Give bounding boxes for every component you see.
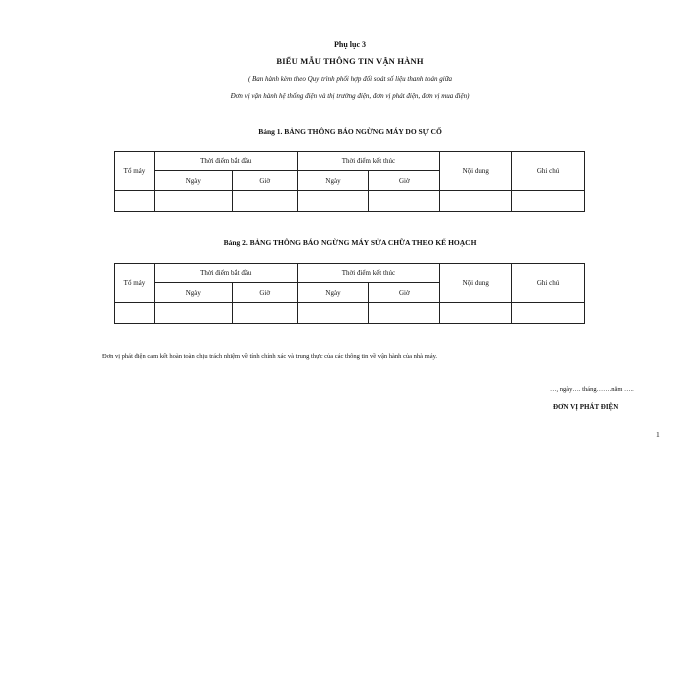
table1-header-start-time: Giờ [232,171,297,191]
table1-cell-unit[interactable] [115,191,155,212]
table2-header-start-date: Ngày [154,283,232,303]
table1-title: Bảng 1. BẢNG THÔNG BÁO NGỪNG MÁY DO SỰ CỐ [258,127,442,136]
table2-header-content: Nội dung [440,264,512,303]
table1-header-unit: Tổ máy [115,152,155,191]
table2-cell-end-time[interactable] [369,303,440,324]
table2-cell-start-time[interactable] [232,303,297,324]
page-number: 1 [656,430,660,439]
signer-label: ĐƠN VỊ PHÁT ĐIỆN [553,403,619,411]
commitment-statement: Đơn vị phát điện cam kết hoàn toàn chịu trách nhiệm về tính chính xác và trung thực của các thông tin về vận hành của nhà máy. [102,353,438,360]
table1-cell-end-date[interactable] [297,191,369,212]
table2-header-end-date: Ngày [297,283,369,303]
document-subtitle-line2: Đơn vị vận hành hệ thống điện và thị trường điện, đơn vị phát điện, đơn vị mua điện) [230,92,470,100]
table-row [115,303,585,324]
table1-header-end-time: Giờ [369,171,440,191]
table2-header-end-time: Giờ [369,283,440,303]
table1-header-end-date: Ngày [297,171,369,191]
table1-header-content: Nội dung [440,152,512,191]
table1-header-start: Thời điểm bắt đầu [154,152,297,171]
table2-cell-end-date[interactable] [297,303,369,324]
table2-header-note: Ghi chú [512,264,585,303]
table-row [115,191,585,212]
table2-cell-note[interactable] [512,303,585,324]
document-title: BIỂU MẪU THÔNG TIN VẬN HÀNH [276,56,424,66]
table1-header-start-date: Ngày [154,171,232,191]
table1-cell-content[interactable] [440,191,512,212]
table2-title: Bảng 2. BẢNG THÔNG BÁO NGỪNG MÁY SỬA CHỮA THEO KẾ HOẠCH [223,238,477,247]
table2-planned-outage [114,263,585,324]
date-line: …, ngày…. tháng…….năm ….. [550,386,634,393]
table2-header-end: Thời điểm kết thúc [297,264,440,283]
table2-header-unit: Tổ máy [115,264,155,303]
table1-cell-end-time[interactable] [369,191,440,212]
table2-cell-content[interactable] [440,303,512,324]
table1-incident-outage [114,151,585,212]
table1-cell-start-time[interactable] [232,191,297,212]
appendix-label: Phụ lục 3 [333,40,366,49]
table1-header-note: Ghi chú [512,152,585,191]
table1-cell-start-date[interactable] [154,191,232,212]
document-subtitle-line1: ( Ban hành kèm theo Quy trình phối hợp đối soát số liệu thanh toán giữa [247,75,453,83]
table1-header-end: Thời điểm kết thúc [297,152,440,171]
table2-cell-unit[interactable] [115,303,155,324]
table1-cell-note[interactable] [512,191,585,212]
table2-header-start: Thời điểm bắt đầu [154,264,297,283]
table2-cell-start-date[interactable] [154,303,232,324]
table2-header-start-time: Giờ [232,283,297,303]
